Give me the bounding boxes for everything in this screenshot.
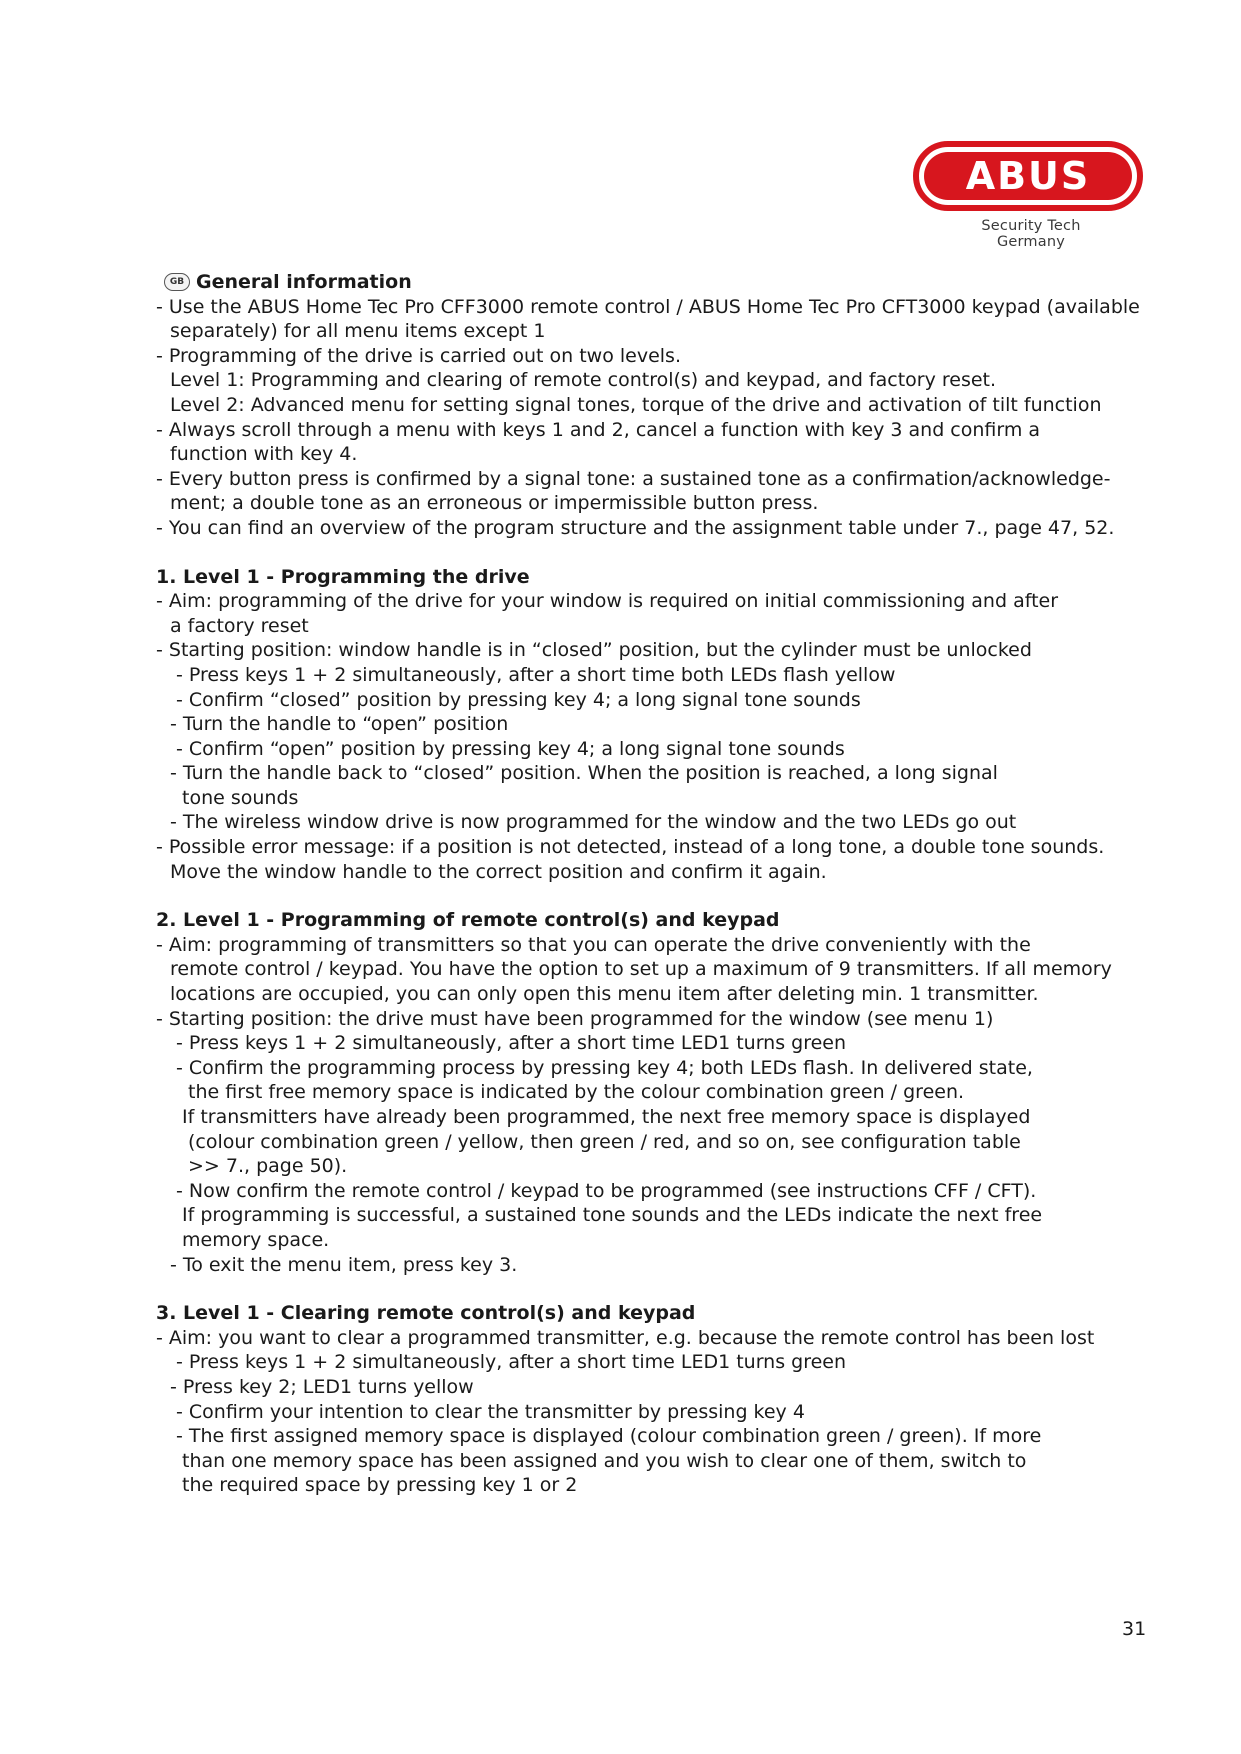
text-line: - To exit the menu item, press key 3. bbox=[170, 1253, 518, 1276]
text-line: >> 7., page 50). bbox=[188, 1155, 348, 1178]
text-line: - Turn the handle to “open” position bbox=[170, 713, 509, 736]
text-line: - Use the ABUS Home Tec Pro CFF3000 remote control / ABUS Home Tec Pro CFT3000 keypad (available bbox=[156, 295, 1140, 318]
text-line: - Aim: programming of the drive for your window is required on initial commissioning and after bbox=[156, 590, 1059, 613]
text-line: function with key 4. bbox=[170, 443, 358, 466]
page-number: 31 bbox=[1122, 1618, 1147, 1640]
text-line: the first free memory space is indicated by the colour combination green / green. bbox=[188, 1081, 965, 1104]
text-line: - Confirm your intention to clear the transmitter by pressing key 4 bbox=[176, 1400, 805, 1423]
text-line: - Now confirm the remote control / keypad to be programmed (see instructions CFF / CFT). bbox=[176, 1179, 1037, 1202]
text-line: the required space by pressing key 1 or 2 bbox=[182, 1474, 578, 1497]
text-line: a factory reset bbox=[170, 614, 309, 637]
text-line: (colour combination green / yellow, then green / red, and so on, see configuration table bbox=[188, 1130, 1021, 1153]
text-line: - Press keys 1 + 2 simultaneously, after a short time LED1 turns green bbox=[176, 1351, 847, 1374]
text-line: - Programming of the drive is carried out on two levels. bbox=[156, 344, 681, 367]
text-line: - Confirm “closed” position by pressing key 4; a long signal tone sounds bbox=[176, 688, 861, 711]
text-line: - Confirm the programming process by pressing key 4; both LEDs flash. In delivered state, bbox=[176, 1056, 1033, 1079]
heading-text: General information bbox=[196, 271, 412, 293]
logo-wordmark: ABUS bbox=[965, 154, 1091, 198]
text-line: If transmitters have already been programmed, the next free memory space is displayed bbox=[182, 1106, 1031, 1128]
text-line: - Starting position: the drive must have been programmed for the window (see menu 1) bbox=[156, 1007, 994, 1030]
section-level1-programming-remote bbox=[156, 908, 1126, 1277]
text-line: - Turn the handle back to “closed” position. When the position is reached, a long signal bbox=[170, 762, 998, 785]
abus-logo-graphic bbox=[913, 141, 1143, 211]
text-line: tone sounds bbox=[182, 786, 299, 809]
text-line: - Aim: you want to clear a programmed transmitter, e.g. because the remote control has been lost bbox=[156, 1326, 1095, 1349]
section-heading: 3. Level 1 - Clearing remote control(s) and keypad bbox=[156, 1302, 696, 1325]
text-line: - The wireless window drive is now programmed for the window and the two LEDs go out bbox=[170, 811, 1017, 834]
section-heading bbox=[156, 270, 1126, 295]
text-line: than one memory space has been assigned and you wish to clear one of them, switch to bbox=[182, 1449, 1027, 1472]
abus-logo bbox=[913, 141, 1143, 211]
text-line: - Aim: programming of transmitters so that you can operate the drive conveniently with the bbox=[156, 933, 1031, 956]
section-heading: 2. Level 1 - Programming of remote control(s) and keypad bbox=[156, 909, 780, 932]
text-line: - Possible error message: if a position is not detected, instead of a long tone, a double tone sounds. bbox=[156, 836, 1105, 859]
text-line: - You can find an overview of the program structure and the assignment table under 7., page 47, 52. bbox=[156, 516, 1115, 539]
section-level1-clearing-remote bbox=[156, 1301, 1126, 1498]
text-line: - Starting position: window handle is in “closed” position, but the cylinder must be unlocked bbox=[156, 639, 1032, 662]
text-line: - The first assigned memory space is displayed (colour combination green / green). If more bbox=[176, 1425, 1042, 1448]
section-general-information bbox=[156, 270, 1140, 541]
section-level1-programming-drive bbox=[156, 565, 1126, 885]
text-line: separately) for all menu items except 1 bbox=[170, 320, 546, 343]
text-line: - Always scroll through a menu with keys 1 and 2, cancel a function with key 3 and confirm a bbox=[156, 418, 1041, 441]
gb-language-badge-icon: GB bbox=[164, 273, 190, 291]
text-line: - Press keys 1 + 2 simultaneously, after a short time both LEDs flash yellow bbox=[176, 663, 896, 686]
text-line: - Press keys 1 + 2 simultaneously, after a short time LED1 turns green bbox=[176, 1032, 847, 1055]
text-line: Level 2: Advanced menu for setting signal tones, torque of the drive and activation of tilt function bbox=[170, 393, 1102, 416]
text-line: locations are occupied, you can only open this menu item after deleting min. 1 transmitter. bbox=[170, 983, 1039, 1006]
text-line: memory space. bbox=[182, 1228, 330, 1251]
text-line: - Confirm “open” position by pressing key 4; a long signal tone sounds bbox=[176, 737, 845, 760]
section-heading: 1. Level 1 - Programming the drive bbox=[156, 565, 530, 588]
text-line: remote control / keypad. You have the option to set up a maximum of 9 transmitters. If all memory bbox=[170, 958, 1112, 981]
text-line: Move the window handle to the correct position and confirm it again. bbox=[170, 860, 827, 883]
text-line: - Every button press is confirmed by a signal tone: a sustained tone as a confirmation/acknowledge- bbox=[156, 467, 1111, 490]
text-line: - Press key 2; LED1 turns yellow bbox=[170, 1375, 474, 1398]
manual-content bbox=[156, 270, 1140, 1498]
brand-tagline: Security Tech Germany bbox=[981, 218, 1081, 250]
text-line: Level 1: Programming and clearing of remote control(s) and keypad, and factory reset. bbox=[170, 369, 997, 392]
text-line: ment; a double tone as an erroneous or impermissible button press. bbox=[170, 492, 819, 515]
text-line: If programming is successful, a sustained tone sounds and the LEDs indicate the next free bbox=[182, 1204, 1043, 1227]
